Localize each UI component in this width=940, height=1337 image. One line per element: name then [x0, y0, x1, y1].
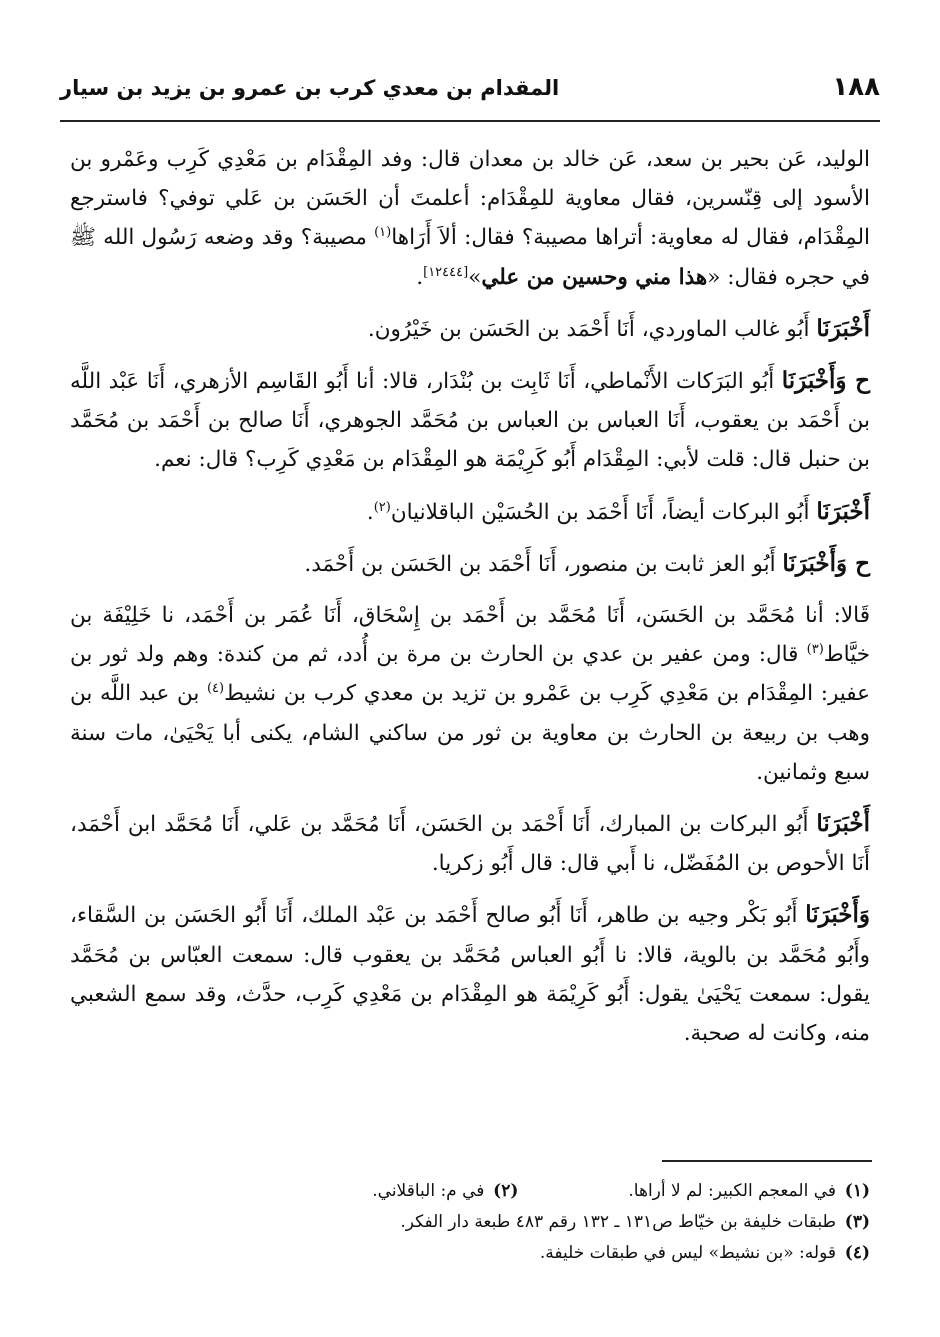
running-title: المقدام بن معدي كرب بن عمرو بن يزيد بن سيار [60, 76, 560, 100]
paragraph-text: أَبُو البركات أيضاً، أَنَا أَحْمَد بن الحُسَيْن الباقلانيان [390, 499, 817, 525]
footnote-number: (٣) [844, 1212, 870, 1232]
paragraph-text: بن عبد اللَّه بن وهب بن ربيعة بن الحارث بن معاوية بن ثور من ساكني الشام، يكنى أبا يَحْيَىٰ، مات سنة سبع وثمانين. [70, 681, 870, 785]
footnote-row [70, 1238, 870, 1269]
narration-lead: أَخْبَرَنَا [816, 810, 870, 838]
paragraph-5 [70, 544, 870, 584]
hadith-number: [١٢٤٤٤] [423, 264, 469, 280]
footnote-ref-2: (٢) [373, 499, 391, 515]
page-number: ١٨٨ [832, 72, 880, 102]
page-header [60, 62, 880, 122]
narration-lead: ح وَأَخْبَرَنَا [781, 367, 870, 395]
footnote-number: (١) [844, 1181, 870, 1201]
paragraph-end: . [366, 499, 374, 525]
paragraph-text: أَبُو البَرَكات الأَنْماطي، أَنَا ثَابِت بن بُنْدَار، قالا: أنا أَبُو القَاسِم الأزهري، أَنَا عَبْد اللَّه بن أَحْمَد بن يعقوب، أَنَا العباس بن العباس بن مُحَمَّد الجوهري، أَنَا صالح بن أَحْمَد بن مُحَمَّد بن حنبل قال: قلت لأبي: المِقْدَام أَبُو كَرِيْمَة هو المِقْدَام بن مَعْدِي كَرِب؟ قال: نعم. [70, 369, 870, 473]
footnote-divider [662, 1160, 872, 1162]
paragraph-text: أَبُو البركات بن المبارك، أَنَا أَحْمَد بن الحَسَن، أَنَا مُحَمَّد بن عَلي، أَنَا مُحَمَّد ابن أَحْمَد، أَنَا الأحوص بن المُفَضّل، نا أَبي قال: قال أَبُو زكريا. [70, 812, 870, 877]
paragraph-text: » [468, 264, 482, 290]
paragraph-end: . [416, 264, 424, 290]
footnotes [70, 1176, 870, 1269]
paragraph-8 [70, 895, 870, 1053]
footnote-row [70, 1176, 870, 1207]
paragraph-4 [70, 492, 870, 532]
footnote-text: في المعجم الكبير: لم لا أراها. [628, 1181, 836, 1201]
paragraph-6 [70, 596, 870, 792]
footnote-row [70, 1207, 870, 1238]
footnote-ref-3: (٣) [806, 642, 824, 658]
footnote-text: في م: الباقلاني. [372, 1181, 485, 1201]
paragraph-text: أَبُو العز ثابت بن منصور، أَنَا أَحْمَد بن الحَسَن بن أَحْمَد. [304, 551, 783, 577]
paragraph-text: مصيبة؟ وقد وضعه رَسُول الله ﷺ في حجره فقال: « [70, 225, 870, 290]
paragraph-2 [70, 309, 870, 349]
footnote-ref-1: (١) [374, 225, 392, 241]
paragraph-text: أَبُو غالب الماوردي، أَنَا أَحْمَد بن الحَسَن بن خَيْرُون. [367, 316, 817, 342]
footnote-text: قوله: «بن نشيط» ليس في طبقات خليفة. [539, 1243, 836, 1263]
hadith-quote: هذا مني وحسين من علي [481, 264, 708, 290]
footnote-text: طبقات خليفة بن خيّاط ص١٣١ ـ ١٣٢ رقم ٤٨٣ طبعة دار الفكر. [400, 1212, 836, 1232]
narration-lead: أَخْبَرَنَا [816, 497, 870, 525]
paragraph-3 [70, 361, 870, 480]
main-text [70, 140, 870, 1065]
footnote-ref-4: (٤) [206, 681, 225, 697]
paragraph-7 [70, 804, 870, 883]
paragraph-text: قَالا: أنا مُحَمَّد بن الحَسَن، أَنَا مُحَمَّد بن أَحْمَد بن إِسْحَاق، أَنَا عُمَر بن أَحْمَد، نا خَلِيْفَة بن خيَّاط [70, 603, 870, 668]
narration-lead: ح وَأَخْبَرَنَا [782, 549, 870, 577]
paragraph-text: قال: ومن عفير بن عدي بن الحارث بن مرة بن أُدد، ثم من كندة: وهم ولد ثور بن عفير: المِقْدَام بن مَعْدِي كَرِب بن عَمْرو بن تزيد بن معدي كرب بن نشيط [70, 642, 870, 707]
narration-lead: وَأَخْبَرَنَا [805, 901, 870, 929]
footnote-number: (٢) [493, 1181, 519, 1201]
paragraph-text: الوليد، عَن بحير بن سعد، عَن خالد بن معدان قال: وفد المِقْدَام بن مَعْدِي كَرِب وعَمْرو بن الأسود إلى قِنّسرين، فقال معاوية للمِقْدَام: أعلمتَ أن الحَسَن بن عَلي توفي؟ فاسترجع المِقْدَام، فقال له معاوية: أتراها مصيبة؟ فقال: ألاَ أَرَاها [70, 147, 870, 251]
paragraph-1 [70, 140, 870, 297]
footnote-number: (٤) [844, 1243, 870, 1263]
narration-lead: أَخْبَرَنَا [816, 314, 870, 342]
paragraph-text: أَبُو بَكْر وجيه بن طاهر، أَنَا أَبُو صالح أَحْمَد بن عَبْد الملك، أَنَا أَبُو الحَسَن بن السَّقاء، وأَبُو مُحَمَّد بن بالوية، قالا: نا أَبُو العباس مُحَمَّد بن يعقوب قال: سمعت العبّاس بن مُحَمَّد يقول: سمعت يَحْيَىٰ يقول: أَبُو كَرِيْمَة هو المِقْدَام بن مَعْدِي كَرِب، حدَّث، وقد سمع الشعبي منه، وكانت له صحبة. [70, 903, 870, 1047]
